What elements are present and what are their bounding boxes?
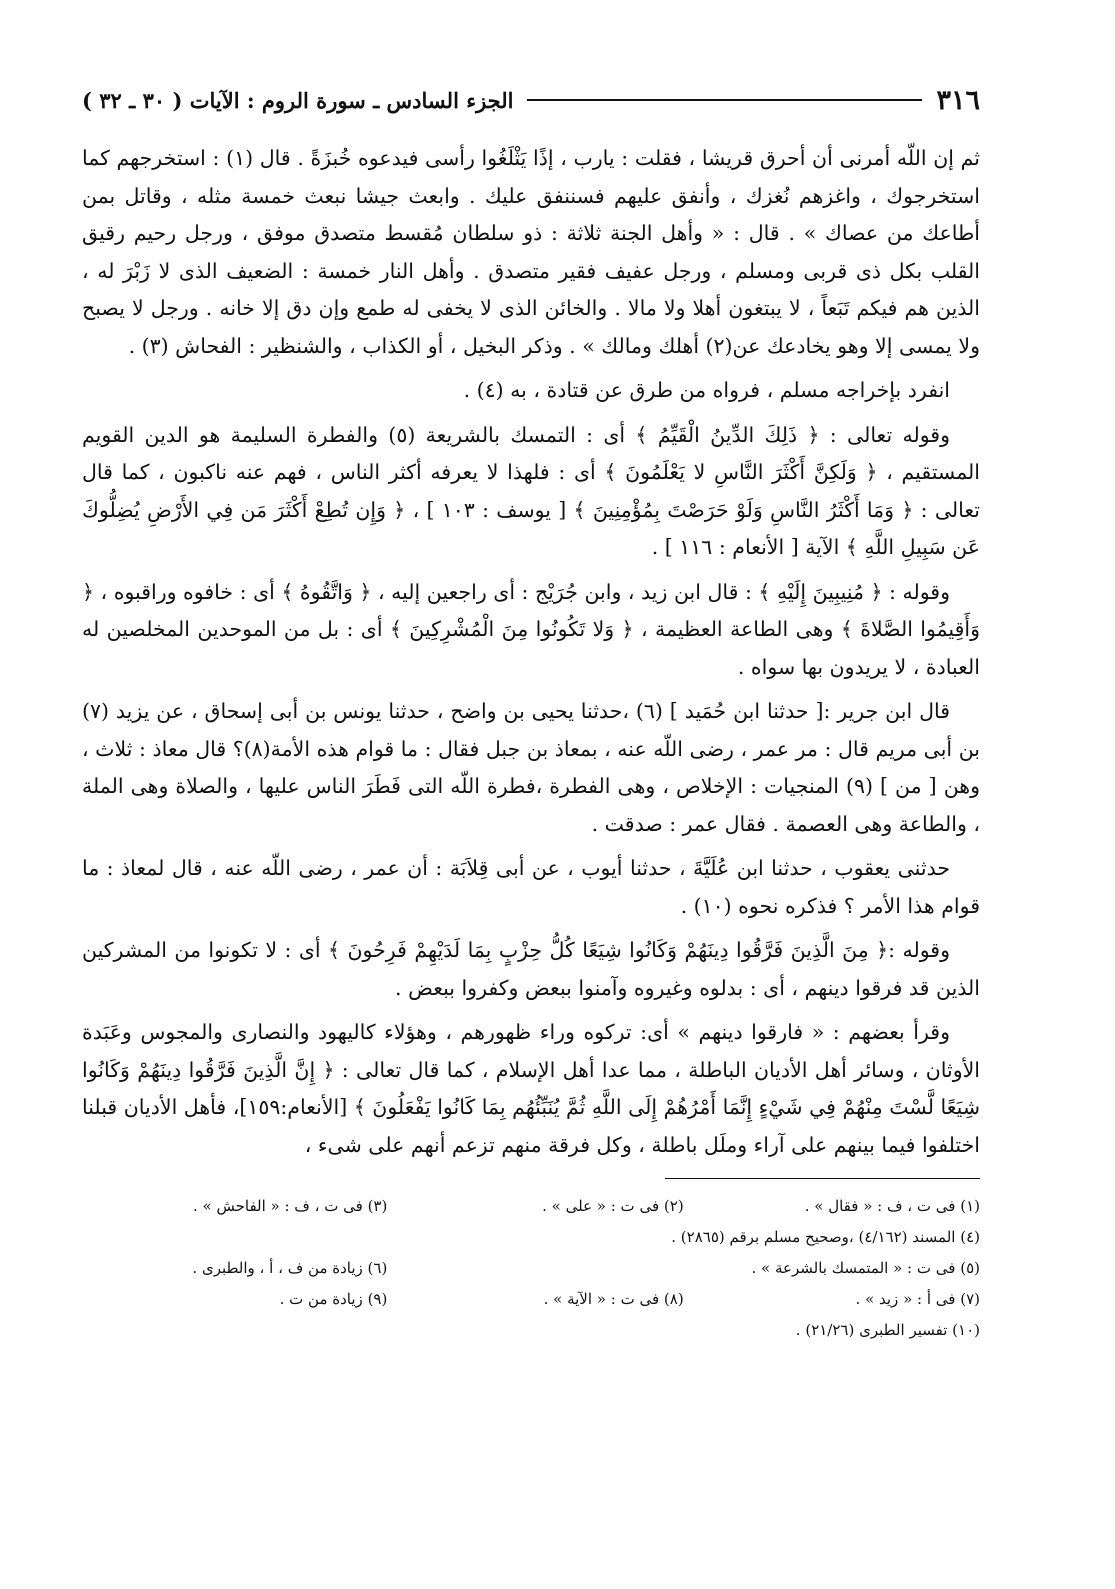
header-title: الجزء السادس ـ سورة الروم : الآيات ( ٣٠ ـ ٣٢ )	[82, 87, 514, 113]
footnote-row	[82, 1284, 980, 1315]
footnote-row	[82, 1191, 980, 1222]
paragraph-4: وقوله : ﴿ مُنِيبِينَ إِلَيْهِ ﴾ : قال ابن زيد ، وابن جُرَيْج : أى راجعين إليه ، ﴿ وَاتَّقُوهُ ﴾ أى : خافوه وراقبوه ، ﴿ وَأَقِيمُوا الصَّلاةَ ﴾ وهى الطاعة العظيمة ، ﴿ وَلا تَكُونُوا مِنَ الْمُشْرِكِينَ ﴾ أى : بل من الموحدين المخلصين له العبادة ، لا يريدون بها سواه .	[82, 579, 980, 679]
paragraph-6: حدثنى يعقوب ، حدثنا ابن عُلَيَّةَ ، حدثنا أيوب ، عن أبى قِلاَبَة : أن عمر ، رضى اللّه عنه ، قال لمعاذ : ما قوام هذا الأمر ؟ فذكره نحوه (١٠) .	[82, 856, 980, 918]
footnote-row	[82, 1315, 980, 1346]
footnote-rule	[665, 1178, 980, 1179]
paragraph-8: وقرأ بعضهم : « فارقوا دينهم » أى: تركوه وراء ظهورهم ، وهؤلاء كاليهود والنصارى والمجوس وعَبَدة الأوثان ، وسائر أهل الأديان الباطلة ، مما عدا أهل الإسلام ، كما قال تعالى : ﴿ إِنَّ الَّذِينَ فَرَّقُوا دِينَهُمْ وَكَانُوا شِيَعًا لَّسْتَ مِنْهُمْ فِي شَيْءٍ إِنَّمَا أَمْرُهُمْ إِلَى اللَّهِ ثُمَّ يُنَبِّئُهُم بِمَا كَانُوا يَفْعَلُونَ ﴾ [الأنعام:١٥٩]، فأهل الأديان قبلنا اختلفوا فيما بينهم على آراء وملَل باطلة ، وكل فرقة منهم تزعم أنهم على شىء ،	[82, 1020, 980, 1157]
footnote: (٨) فى ت : « الآية » .	[543, 1290, 684, 1308]
main-text	[82, 140, 980, 1164]
footnote: (٦) زيادة من ف ، أ ، والطبرى .	[192, 1259, 388, 1277]
footnote: (٤) المسند (٤/١٦٢) ،وصحيح مسلم برقم (٢٨٦٥) .	[671, 1228, 980, 1246]
footnote: (١) فى ت ، ف : « فقال » .	[804, 1197, 980, 1215]
footnotes	[82, 1191, 980, 1346]
footnote: (١٠) تفسير الطبرى (٢١/٢٦) .	[795, 1321, 980, 1339]
paragraph-5: قال ابن جرير :[ حدثنا ابن حُمَيد ] (٦) ،حدثنا يحيى بن واضح ، حدثنا يونس بن أبى إسحاق ، عن يزيد (٧) بن أبى مريم قال : مر عمر ، رضى اللّه عنه ، بمعاذ بن جبل فقال : ما قوام هذه الأمة(٨)؟ قال معاذ : ثلاث ، وهن [ من ] (٩) المنجيات : الإخلاص ، وهى الفطرة ،فطرة اللّه التى فَطَرَ الناس عليها ، والصلاة وهى الملة ، والطاعة وهى العصمة . فقال عمر : صدقت .	[82, 699, 981, 836]
footnote-row	[82, 1222, 980, 1253]
footnote: (٢) فى ت : « على » .	[542, 1197, 684, 1215]
footnote-row	[82, 1253, 980, 1284]
header-rule	[527, 99, 922, 101]
footnote: (٣) فى ت ، ف : « الفاحش » .	[193, 1197, 388, 1215]
running-header	[82, 80, 980, 120]
footnote: (٩) زيادة من ت .	[279, 1290, 388, 1308]
paragraph-2: انفرد بإخراجه مسلم ، فرواه من طرق عن قتادة ، به (٤) .	[463, 378, 950, 402]
page-number: ٣١٦	[936, 84, 980, 116]
footnote: (٧) فى أ : « زيد » .	[855, 1290, 980, 1308]
paragraph-7: وقوله :﴿ مِنَ الَّذِينَ فَرَّقُوا دِينَهُمْ وَكَانُوا شِيَعًا كُلُّ حِزْبٍ بِمَا لَدَيْهِمْ فَرِحُونَ ﴾ أى : لا تكونوا من المشركين الذين قد فرقوا دينهم ، أى : بدلوه وغيروه وآمنوا ببعض وكفروا ببعض .	[82, 938, 980, 1000]
paragraph-3: وقوله تعالى : ﴿ ذَلِكَ الدِّينُ الْقَيِّمُ ﴾ أى : التمسك بالشريعة (٥) والفطرة السليمة هو الدين القويم المستقيم ، ﴿ وَلَكِنَّ أَكْثَرَ النَّاسِ لا يَعْلَمُونَ ﴾ أى : فلهذا لا يعرفه أكثر الناس ، فهم عنه ناكبون ، كما قال تعالى : ﴿ وَمَا أَكْثَرُ النَّاسِ وَلَوْ حَرَصْتَ بِمُؤْمِنِينَ ﴾ [ يوسف : ١٠٣ ] ، ﴿ وَإِن تُطِعْ أَكْثَرَ مَن فِي الأَرْضِ يُضِلُّوكَ عَن سَبِيلِ اللَّهِ ﴾ الآية [ الأنعام : ١١٦ ] .	[82, 422, 980, 559]
footnote: (٥) فى ت : « المتمسك بالشرعة » .	[751, 1259, 980, 1277]
paragraph-1: ثم إن اللّه أمرنى أن أحرق قريشا ، فقلت : يارب ، إذًا يَثْلَغُوا رأسى فيدعوه خُبزَةً . قال (١) : استخرجهم كما استخرجوك ، واغزهم نُغزك ، وأنفق عليهم فسننفق عليك . وابعث جيشا نبعث خمسة مثله ، وقاتل بمن أطاعك من عصاك » . قال : « وأهل الجنة ثلاثة : ذو سلطان مُقسط متصدق موفق ، ورجل رحيم رقيق القلب بكل ذى قربى ومسلم ، ورجل عفيف فقير متصدق . وأهل النار خمسة : الضعيف الذى لا زَبْرَ له ، الذين هم فيكم تَبَعاً ، لا يبتغون أهلا ولا مالا . والخائن الذى لا يخفى له طمع وإن دق إلا خانه . ورجل لا يصبح ولا يمسى إلا وهو يخادعك عن(٢) أهلك ومالك » . وذكر البخيل ، أو الكذاب ، والشنظير : الفحاش (٣) .	[82, 146, 980, 358]
